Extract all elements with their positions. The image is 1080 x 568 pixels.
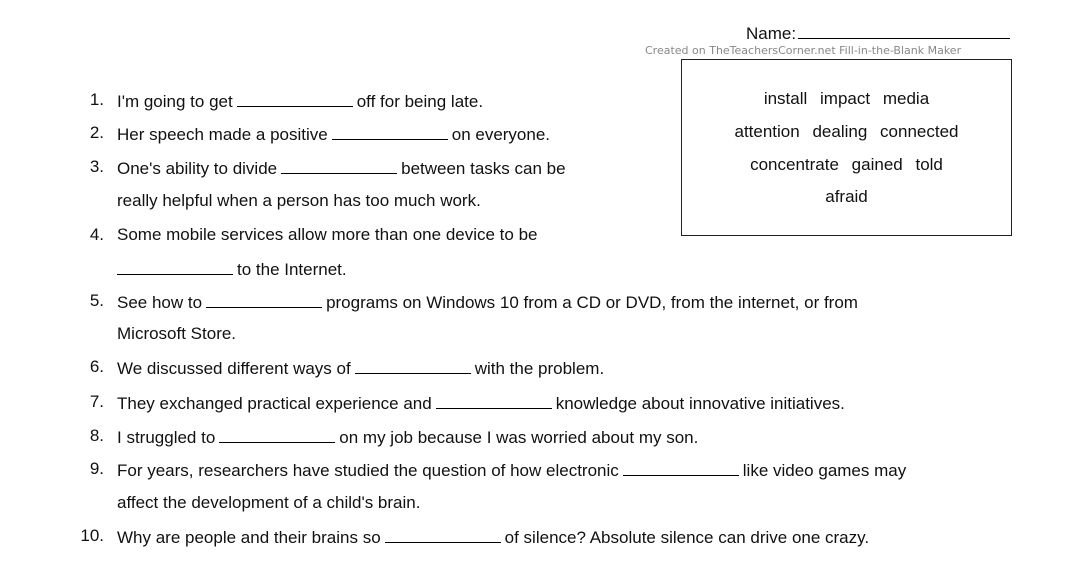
answer-blank[interactable] xyxy=(206,291,322,308)
word-bank xyxy=(681,59,1012,236)
question-number: 10. xyxy=(80,526,104,545)
question-number: 3. xyxy=(89,157,104,176)
name-blank[interactable] xyxy=(798,21,1010,39)
word-bank-word: attention xyxy=(734,122,800,141)
question-text: See how to programs on Windows 10 from a CD or DVD, from the internet, or from xyxy=(117,293,858,312)
answer-blank[interactable] xyxy=(219,426,335,443)
answer-blank[interactable] xyxy=(117,258,233,275)
answer-blank[interactable] xyxy=(355,357,471,374)
question-number: 7. xyxy=(89,392,104,411)
question-number: 6. xyxy=(89,357,104,376)
answer-blank[interactable] xyxy=(281,157,397,174)
question-text: I'm going to get off for being late. xyxy=(117,92,484,111)
word-bank-word: connected xyxy=(880,122,959,141)
question-continuation: Microsoft Store. xyxy=(117,324,237,343)
question-number: 1. xyxy=(89,90,104,109)
word-bank-row xyxy=(682,89,1011,109)
question-text: Why are people and their brains so of silence? Absolute silence can drive one crazy. xyxy=(117,528,870,547)
word-bank-word: concentrate xyxy=(750,155,839,174)
question-number: 2. xyxy=(89,123,104,142)
word-bank-word: dealing xyxy=(812,122,868,141)
question-continuation: really helpful when a person has too much work. xyxy=(117,191,481,210)
answer-blank[interactable] xyxy=(623,459,739,476)
word-bank-row xyxy=(682,155,1011,175)
word-bank-word: told xyxy=(915,155,943,174)
answer-blank[interactable] xyxy=(237,90,353,107)
word-bank-word: media xyxy=(882,89,930,108)
question-continuation: to the Internet. xyxy=(117,258,347,280)
question-text: For years, researchers have studied the question of how electronic like video games may xyxy=(117,461,907,480)
credit-text: Created on TheTeachersCorner.net Fill-in-the-Blank Maker xyxy=(645,44,962,57)
word-bank-word: install xyxy=(763,89,808,108)
question-number: 9. xyxy=(89,459,104,478)
word-bank-row xyxy=(682,122,1011,142)
answer-blank[interactable] xyxy=(436,392,552,409)
answer-blank[interactable] xyxy=(385,526,501,543)
question-text: One's ability to divide between tasks can be xyxy=(117,159,566,178)
word-bank-word: gained xyxy=(851,155,903,174)
word-bank-word: impact xyxy=(820,89,871,108)
question-number: 5. xyxy=(89,291,104,310)
question-text: We discussed different ways of with the problem. xyxy=(117,359,605,378)
question-number: 4. xyxy=(89,225,104,244)
word-bank-row xyxy=(682,187,1011,207)
name-label: Name: xyxy=(746,24,797,43)
question-text: I struggled to on my job because I was worried about my son. xyxy=(117,428,699,447)
question-continuation: affect the development of a child's brain. xyxy=(117,493,421,512)
question-text: Her speech made a positive on everyone. xyxy=(117,125,551,144)
question-text: They exchanged practical experience and knowledge about innovative initiatives. xyxy=(117,394,845,413)
name-field[interactable] xyxy=(746,21,1010,44)
answer-blank[interactable] xyxy=(332,123,448,140)
word-bank-word: afraid xyxy=(825,187,868,206)
question-number: 8. xyxy=(89,426,104,445)
question-text: Some mobile services allow more than one device to be xyxy=(117,225,538,244)
